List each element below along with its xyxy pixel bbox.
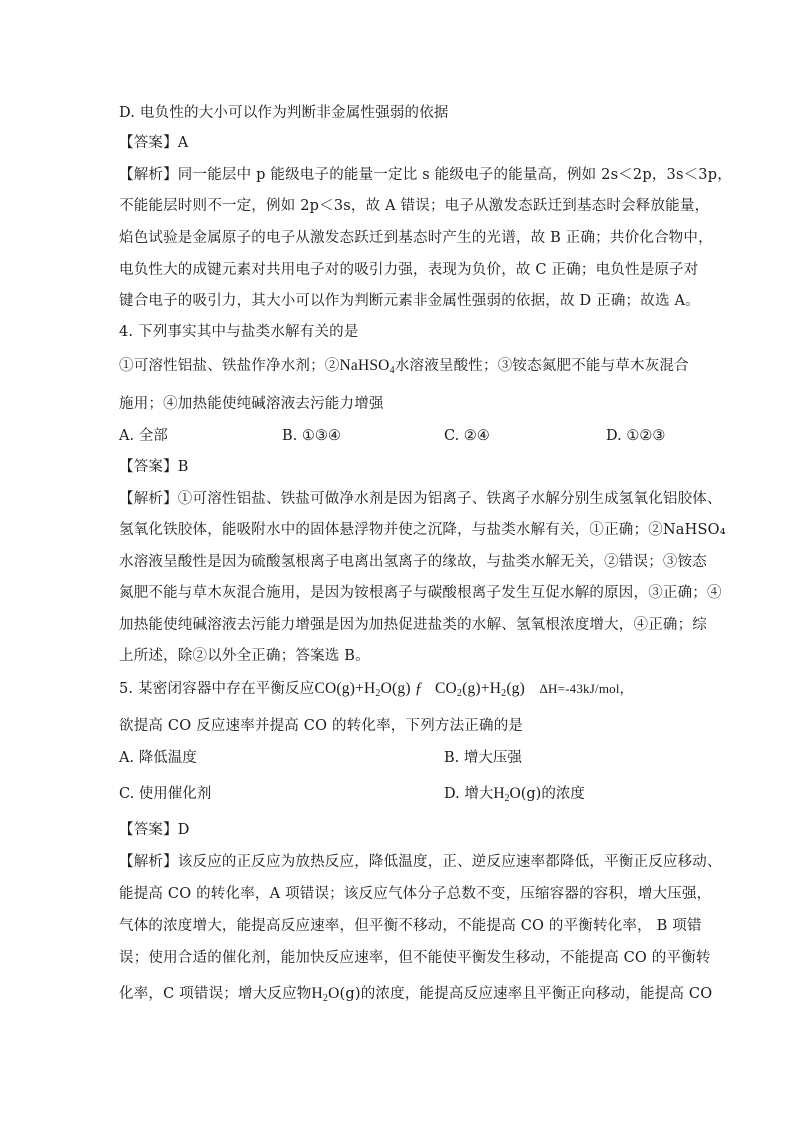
- reactants: CO(g)+H: [314, 680, 376, 697]
- q4-analysis-line-4: 氮肥不能与草木灰混合施用，是因为铵根离子与碳酸根离子发生互促水解的原因，③正确；④: [119, 585, 722, 601]
- h2o-o: O: [509, 785, 521, 802]
- q4-option-c: C. ②④: [444, 428, 490, 444]
- nahso4-base: NaHSO: [339, 357, 390, 374]
- q4-analysis-line-2: 氢氧化铁胶体，能吸附水中的固体悬浮物并使之沉降，与盐类水解有关，①正确；②NaHSO₄: [119, 522, 726, 538]
- q4-answer: 【答案】B: [119, 459, 189, 475]
- q4-option-a: A. 全部: [119, 428, 168, 444]
- q5-stem-line-2: 欲提高 CO 反应速率并提高 CO 的转化率，下列方法正确的是: [119, 718, 524, 734]
- h2o-analysis-subscript: 2: [322, 993, 329, 1004]
- q5-stem-line-1: [119, 679, 679, 704]
- q5-option-d-prefix: D. 增大: [444, 786, 494, 802]
- q5-analysis-line-5-prefix: 化率，C 项错误；增大反应物: [119, 986, 312, 1002]
- q5-analysis-line-5: [119, 984, 713, 1009]
- q3-analysis-line-2: 不能能层时则不一定，例如 2p＜3s，故 A 错误；电子从激发态跃迁到基态时会释放能量，: [119, 198, 710, 214]
- q5-analysis-line-1: 【解析】该反应的正反应为放热反应，降低温度，正、逆反应速率都降低，平衡正反应移动、: [119, 854, 722, 870]
- products: CO: [434, 680, 457, 697]
- q4-option-d: D. ①②③: [606, 428, 666, 444]
- q4-facts-text-a: ①可溶性铝盐、铁盐作净水剂；②: [119, 358, 340, 374]
- q5-answer: 【答案】D: [119, 822, 190, 838]
- nahso4-formula: [340, 357, 395, 374]
- q5-option-a: A. 降低温度: [119, 750, 197, 766]
- q3-analysis-line-3: 焰色试验是金属原子的电子从激发态跃迁到基态时产生的光谱，故 B 正确；共价化合物中，: [119, 230, 713, 246]
- q5-stem-prefix: 5. 某密闭容器中存在平衡反应: [119, 681, 315, 697]
- q4-facts-line-1: [119, 356, 689, 381]
- q5-option-b: B. 增大压强: [444, 750, 522, 766]
- enthalpy-change: ΔH=-43kJ/mol，: [539, 681, 633, 696]
- reactants-subscript: 2: [375, 688, 381, 699]
- nahso4-subscript: 4: [389, 365, 395, 376]
- products-subscript-1: 2: [456, 688, 463, 699]
- q5-option-c: C. 使用催化剂: [119, 786, 212, 802]
- q4-facts-line-2: 施用；④加热能使纯碱溶液去污能力增强: [119, 396, 384, 412]
- equilibrium-arrow: ƒ: [414, 680, 423, 697]
- q3-answer: 【答案】A: [119, 135, 189, 151]
- products-mid: (g)+H: [462, 680, 502, 697]
- q3-analysis-line-1: 【解析】同一能层中 p 能级电子的能量一定比 s 能级电子的能量高，例如 2s＜2p，3s＜3p，: [119, 167, 732, 183]
- q3-option-d: D. 电负性的大小可以作为判断非金属性强弱的依据: [119, 105, 449, 121]
- q5-option-d-suffix: (g)的浓度: [520, 786, 585, 802]
- h2o-h: H: [493, 785, 505, 802]
- q4-analysis-line-5: 加热能使纯碱溶液去污能力增强是因为加热促进盐类的水解、氢氧根浓度增大，④正确；综: [119, 617, 707, 633]
- h2o-formula-analysis: [312, 985, 340, 1002]
- q4-option-b: B. ①③④: [282, 428, 341, 444]
- products-tail: (g): [506, 680, 525, 697]
- h2o-analysis-h: H: [311, 985, 323, 1002]
- q5-option-d: [444, 784, 585, 809]
- h2o-formula: [493, 785, 520, 802]
- q3-analysis-line-4: 电负性大的成键元素对共用电子对的吸引力强，表现为负价，故 C 正确；电负性是原子对: [119, 262, 699, 278]
- q4-analysis-line-6: 上所述，除②以外全正确；答案选 B。: [119, 648, 370, 664]
- q4-stem: 4. 下列事实其中与盐类水解有关的是: [119, 324, 359, 340]
- q4-analysis-line-1: 【解析】①可溶性铝盐、铁盐可做净水剂是因为铝离子、铁离子水解分别生成氢氧化铝胶体、: [119, 491, 722, 507]
- q5-analysis-line-5-suffix: (g)的浓度，能提高反应速率且平衡正向移动，能提高 CO: [339, 986, 713, 1002]
- q4-facts-text-b: 水溶液呈酸性；③铵态氮肥不能与草木灰混合: [394, 358, 689, 374]
- reactants-tail: O(g): [380, 680, 411, 697]
- h2o-subscript: 2: [504, 793, 510, 804]
- q5-analysis-line-2: 能提高 CO 的转化率，A 项错误；该反应气体分子总数不变，压缩容器的容积，增大压强，: [119, 886, 712, 902]
- q5-analysis-line-4: 误；使用合适的催化剂，能加快反应速率，但不能使平衡发生移动，不能提高 CO 的平衡转: [119, 950, 711, 966]
- q5-analysis-line-3: 气体的浓度增大，能提高反应速率，但平衡不移动，不能提高 CO 的平衡转化率， B 项错: [119, 918, 702, 934]
- q4-analysis-line-3: 水溶液呈酸性是因为硫酸氢根离子电离出氢离子的缘故，与盐类水解无关，②错误；③铵态: [119, 554, 707, 570]
- equilibrium-equation: [314, 680, 525, 697]
- q3-analysis-line-5: 键合电子的吸引力，其大小可以作为判断元素非金属性强弱的依据，故 D 正确；故选 A。: [119, 293, 700, 309]
- h2o-analysis-o: O: [328, 985, 340, 1002]
- products-subscript-2: 2: [501, 688, 507, 699]
